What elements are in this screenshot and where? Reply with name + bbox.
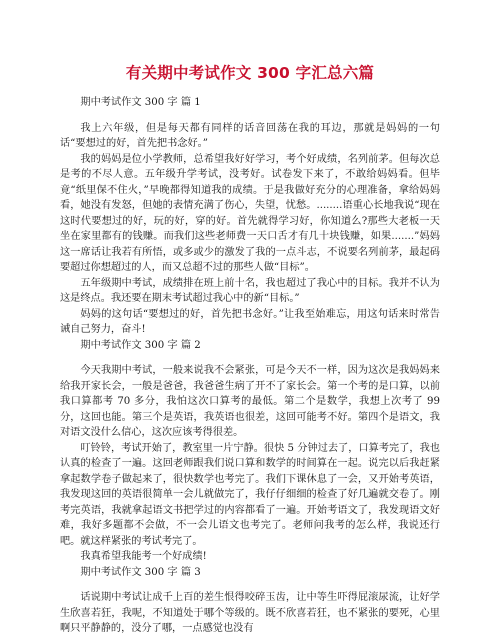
paragraph: 我的妈妈是位小学教师，总希望我好好学习，考个好成绩，名列前茅。但每次总是考的不尽人意。五年级升学考试，没考好。试卷发下来了，不敢给妈妈看。但毕竟“纸里保不住火，”早晚都得知道我的成绩。于是我做好充分的心理准备，拿给妈妈看，她没有发怒，但她的表情充满了伤心，失望，忧愁。........语重心长地我说“现在这时代要想过的好，玩的好，穿的好。首先就得学习好，你知道么?那些大老板一天坐在家里都有的钱赚。而我们这些老师费一天口舌才有几十块钱赚，如果.......”妈妈这一席话让我若有所悟，或多或少的激发了我的一点斗志，不说要名列前茅，最起码要超过你想超过的人，而又总超不过的那些人做“目标”。 <box>60 153 440 273</box>
document-title: 有关期中考试作文 300 字汇总六篇 <box>125 64 375 82</box>
section-heading: 期中考试作文 300 字 篇 2 <box>80 339 201 351</box>
paragraph: 今天我期中考试，一般来说我不会紧张，可是今天不一样，因为这次是我妈妈来给我开家长会，一般是爸爸，我爸爸生病了开不了家长会。第一个考的是口算，以前我口算都考 70 多分，我怕这次口算考的最低。第二个是数学，我想上次考了 99 分，这回也能。第三个是英语，我英语也很差，这回可能考不好。第四个是语文，我对语文没什么信心，这次应该考得很差。 <box>60 365 440 438</box>
section-heading: 期中考试作文 300 字 篇 3 <box>80 566 201 578</box>
paragraph: 五年级期中考试，成绩排在班上前十名，我也超过了我心中的目标。我并不认为这是终点。我还要在期末考试超过我心中的新“目标。” <box>60 277 440 304</box>
essay-section-3 <box>60 565 440 637</box>
essay-section-1 <box>60 95 440 338</box>
paragraph: 妈妈的这句话“要想过的好，首先把书念好。”让我至始难忘，用这句话来时常告诫自己努力，奋斗! <box>60 308 440 335</box>
paragraph: 我真希望我能考一个好成绩! <box>80 551 207 562</box>
paragraph: 话说期中考试让成千上百的差生恨得咬碎玉齿，让中等生吓得屁滚尿流，让好学生欣喜若狂，我呢，不知道处于哪个等级的。既不欣喜若狂，也不紧张的要死，心里啊只平静静的，没分了哪，一点感觉也没有 <box>60 592 440 634</box>
document-page <box>60 0 440 637</box>
essay-section-2 <box>60 338 440 565</box>
section-heading: 期中考试作文 300 字 篇 1 <box>80 97 201 108</box>
paragraph: 我上六年级，但是每天都有同样的话音回荡在我的耳边，那就是妈妈的一句话“要想过的好，首先把书念好。” <box>60 122 440 149</box>
paragraph: 叮铃铃，考试开始了，教室里一片宁静。很快 5 分钟过去了，口算考完了，我也认真的检查了一遍。这回老师跟我们说口算和数学的时间算在一起。说完以后我赶紧拿起数学卷子做起来了，很快数学也考完了。我们下课休息了一会，又开始考英语，我发现这回的英语很简单一会儿就做完了，我仔仔细细的检查了好几遍就交卷了。刚考完英语，我就拿起语文书把学过的内容都看了一遍。开始考语文了，我发现语文好难，我好多题都不会做，不一会儿语文也考完了。老师问我考的怎么样，我说还行吧。就这样紧张的考试考完了。 <box>60 442 440 547</box>
